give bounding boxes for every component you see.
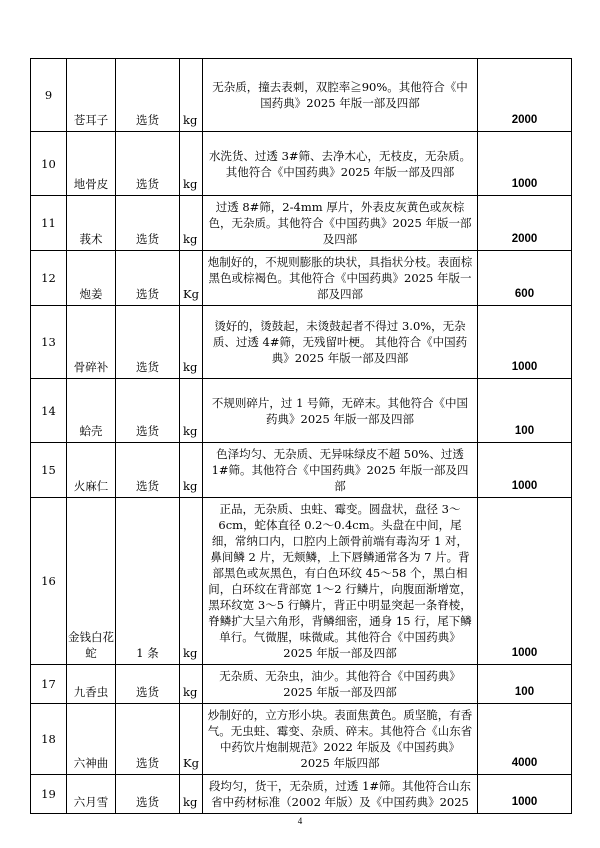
unit-cell: kg (180, 498, 203, 665)
row-number-cell: 11 (31, 196, 67, 251)
unit-cell: kg (180, 306, 203, 379)
herb-name-cell: 九香虫 (67, 665, 116, 704)
unit-cell: kg (180, 443, 203, 498)
specification-cell: 炮制好的，不规则膨胀的块状，具指状分枝。表面棕黑色或棕褐色。其他符合《中国药典》2025 年版一部及四部 (203, 251, 478, 306)
quantity-cell: 100 (478, 665, 572, 704)
table-row (31, 775, 572, 814)
quantity-cell: 1000 (478, 306, 572, 379)
table-row (31, 665, 572, 704)
grade-cell: 选货 (116, 132, 180, 196)
specification-cell: 无杂质、无杂虫，油少。其他符合《中国药典》2025 年版一部及四部 (203, 665, 478, 704)
specification-cell: 炒制好的，立方形小块。表面焦黄色。质坚脆，有香气。无虫蛀、霉变、杂质、碎末。其他符合《山东省中药饮片炮制规范》2022 年版及《中国药典》2025 年版四部 (203, 704, 478, 775)
specification-cell: 烫好的，烫鼓起，未烫鼓起者不得过 3.0%，无杂质、过透 4#筛，无残留叶梗。 其他符合《中国药典》2025 年版一部及四部 (203, 306, 478, 379)
quantity-cell: 1000 (478, 775, 572, 814)
unit-cell: kg (180, 379, 203, 443)
row-number-cell: 13 (31, 306, 67, 379)
row-number-cell: 14 (31, 379, 67, 443)
row-number-cell: 18 (31, 704, 67, 775)
herb-name-cell: 炮姜 (67, 251, 116, 306)
herb-name-cell: 蛤壳 (67, 379, 116, 443)
grade-cell: 选货 (116, 443, 180, 498)
table-row (31, 132, 572, 196)
grade-cell: 选货 (116, 251, 180, 306)
specification-cell: 不规则碎片，过 1 号筛，无碎末。其他符合《中国药典》2025 年版一部及四部 (203, 379, 478, 443)
herb-name-cell: 地骨皮 (67, 132, 116, 196)
row-number-cell: 19 (31, 775, 67, 814)
grade-cell: 选货 (116, 306, 180, 379)
unit-cell: Kg (180, 251, 203, 306)
table-row (31, 196, 572, 251)
herb-name-cell: 火麻仁 (67, 443, 116, 498)
specification-cell: 水洗货、过透 3#筛、去净木心，无枝皮，无杂质。其他符合《中国药典》2025 年版一部及四部 (203, 132, 478, 196)
table-row (31, 59, 572, 132)
page-number: 4 (297, 816, 303, 826)
unit-cell: kg (180, 775, 203, 814)
specification-cell: 无杂质，撞去表刺，双腔率≧90%。其他符合《中国药典》2025 年版一部及四部 (203, 59, 478, 132)
quantity-cell: 2000 (478, 196, 572, 251)
grade-cell: 选货 (116, 775, 180, 814)
herb-name-cell: 苍耳子 (67, 59, 116, 132)
row-number-cell: 12 (31, 251, 67, 306)
grade-cell: 选货 (116, 704, 180, 775)
quantity-cell: 1000 (478, 498, 572, 665)
herb-name-cell: 莪术 (67, 196, 116, 251)
specification-cell: 色泽均匀、无杂质、无异味绿皮不超 50%、过透 1#筛。其他符合《中国药典》2025 年版一部及四部 (203, 443, 478, 498)
herb-name-cell: 金钱白花蛇 (67, 498, 116, 665)
row-number-cell: 16 (31, 498, 67, 665)
specification-cell: 正品，无杂质、虫蛀、霉变。圆盘状，盘径 3～6cm，蛇体直径 0.2～0.4cm。头盘在中间，尾细，常纳口内，口腔内上颌骨前端有毒沟牙 1 对，鼻间鳞 2 片，无颊鳞，上下唇鳞通常各为 7 片。背部黑色或灰黑色，有白色环纹 45～58 个，黑白相间，白环纹在背部宽 1～2 行鳞片，向腹面渐增宽，黑环纹宽 3～5 行鳞片，背正中明显突起一条脊棱，脊鳞扩大呈六角形，背鳞细密，通身 15 行，尾下鳞单行。气微腥，味微咸。其他符合《中国药典》2025 年版一部及四部 (203, 498, 478, 665)
table-row (31, 251, 572, 306)
unit-cell: Kg (180, 704, 203, 775)
table-row (31, 443, 572, 498)
grade-cell: 选货 (116, 665, 180, 704)
table-row (31, 379, 572, 443)
row-number-cell: 17 (31, 665, 67, 704)
row-number-cell: 9 (31, 59, 67, 132)
quantity-cell: 1000 (478, 132, 572, 196)
grade-cell: 选货 (116, 59, 180, 132)
grade-cell: 选货 (116, 379, 180, 443)
herb-name-cell: 骨碎补 (67, 306, 116, 379)
unit-cell: kg (180, 59, 203, 132)
table-row (31, 498, 572, 665)
herb-name-cell: 六神曲 (67, 704, 116, 775)
quantity-cell: 100 (478, 379, 572, 443)
spec-table (30, 58, 572, 814)
quantity-cell: 1000 (478, 443, 572, 498)
table-body (31, 59, 572, 814)
specification-cell: 段均匀，货干，无杂质，过透 1#筛。其他符合山东省中药材标准（2002 年版）及《中国药典》2025 (203, 775, 478, 814)
quantity-cell: 4000 (478, 704, 572, 775)
table-row (31, 704, 572, 775)
unit-cell: kg (180, 196, 203, 251)
row-number-cell: 15 (31, 443, 67, 498)
herb-name-cell: 六月雪 (67, 775, 116, 814)
unit-cell: kg (180, 132, 203, 196)
unit-cell: kg (180, 665, 203, 704)
row-number-cell: 10 (31, 132, 67, 196)
grade-cell: 选货 (116, 196, 180, 251)
grade-cell: 1 条 (116, 498, 180, 665)
table-row (31, 306, 572, 379)
specification-cell: 过透 8#筛，2-4mm 厚片，外表皮灰黄色或灰棕色，无杂质。其他符合《中国药典》2025 年版一部及四部 (203, 196, 478, 251)
quantity-cell: 600 (478, 251, 572, 306)
quantity-cell: 2000 (478, 59, 572, 132)
